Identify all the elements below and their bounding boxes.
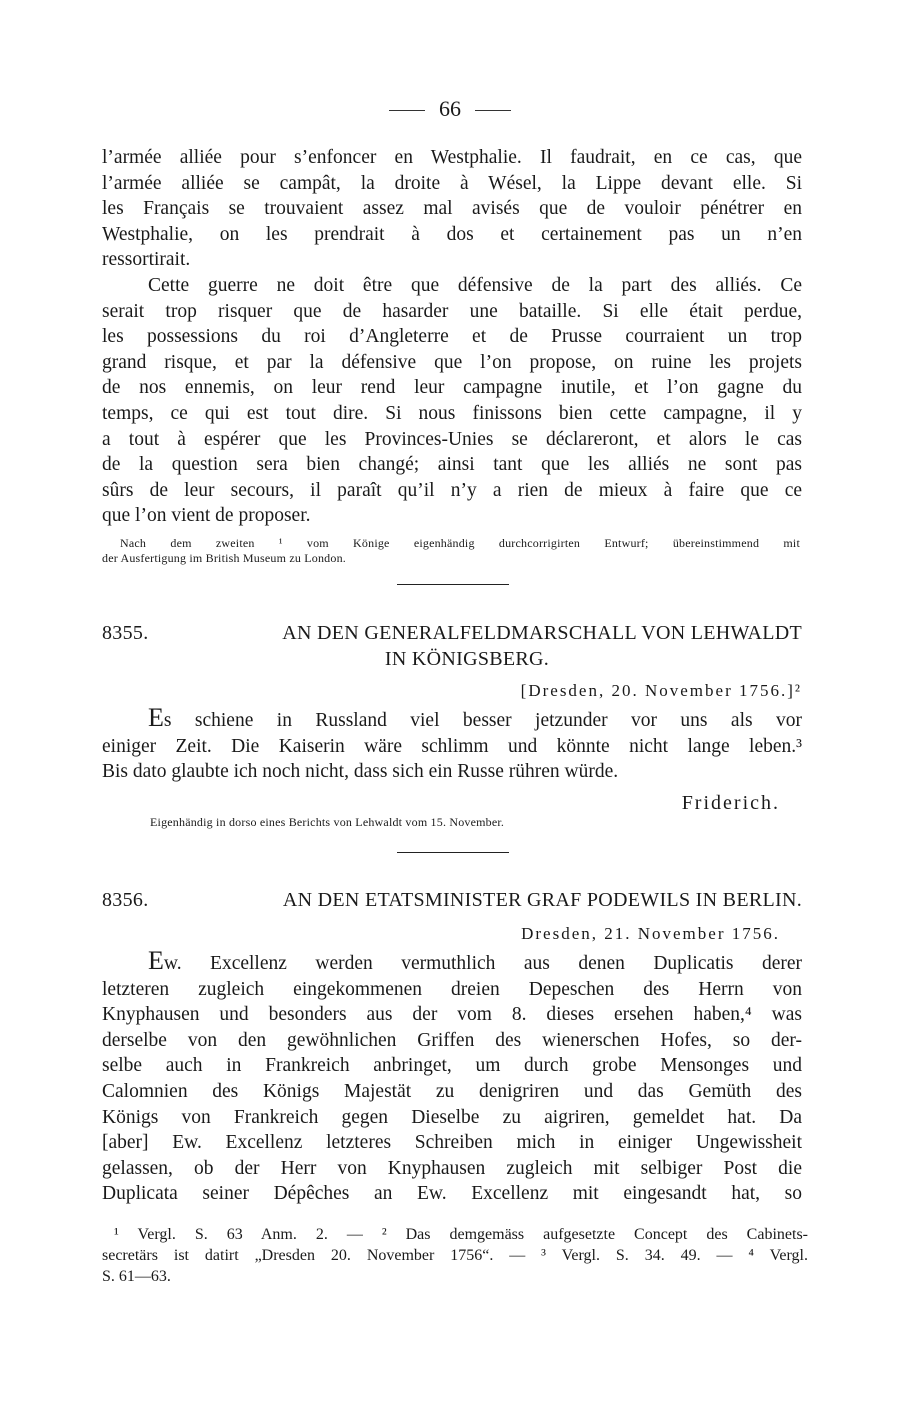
dateline-8356 [521,921,780,947]
text-line: gelassen, ob der Herr von Knyphausen zugleich mit selbiger Post die [102,1157,802,1179]
text-line: Ew. Excellenz werden vermuthlich aus denen Duplicatis derer [148,946,802,975]
first-line-rest: w. Excellenz werden vermuthlich aus denen Duplicatis derer [163,953,802,974]
text-line: Calomnien des Königs Majestät zu denigriren und das Gemüth des [102,1080,802,1102]
source-note-8355: Eigenhändig in dorso eines Berichts von Lehwaldt vom 15. November. [150,815,505,829]
text-line: [aber] Ew. Excellenz letzteres Schreiben mich in einiger Ungewissheit [102,1132,802,1154]
text-line: les possessions du roi d’Angleterre et de Prusse courraient un trop [102,326,802,348]
text-line: l’armée alliée se campât, la droite à Wésel, la Lippe devant elle. Si [102,172,802,194]
text-line: letzteren zugleich eingekommenen dreien Depeschen des Herrn von [102,978,802,1000]
section-divider [397,584,509,585]
footnote-line: secretärs ist datirt „Dresden 20. November 1756“. — ³ Vergl. S. 34. 49. — ⁴ Vergl. [102,1247,808,1264]
text-line: que l’on vient de proposer. [102,505,311,527]
text-line: les Français se trouvaient assez mal avisés que de vouloir pénétrer en [102,198,802,220]
addressee-place: IN KÖNIGSBERG. [384,648,550,670]
text-line: Königs von Frankreich gegen Dieselbe zu aigriren, gemeldet hat. Da [102,1106,802,1128]
section-heading-8355 [102,620,802,672]
text-line: de nos ennemis, on leur rend leur campagne inutile, et l’on gagne du [102,377,802,399]
heading-line [102,887,802,913]
text-line: einiger Zeit. Die Kaiserin wäre schlimm und könnte nicht lange leben.³ [102,735,802,757]
text-line: derselbe von den gewöhnlichen Griffen des wienerschen Hofes, so der- [102,1029,802,1051]
page-number-line [0,96,900,122]
source-note [102,536,800,566]
text-line: Knyphausen und besonders aus der vom 8. dieses ersehen haben,⁴ was [102,1004,802,1026]
section-heading-8356 [102,887,802,913]
text-line: selbe auch in Frankreich anbringet, um durch grobe Mensonges und [102,1055,802,1077]
letter-number: 8355. [102,622,149,644]
text-line: Westphalie, on les prendrait à dos et certainement pas un n’en [102,223,802,245]
dateline: Dresden, 21. November 1756. [521,924,780,943]
signature-8355 [682,790,780,816]
dateline: [Dresden, 20. November 1756.]² [520,681,802,700]
footnote-line: S. 61—63. [102,1268,171,1285]
footnotes [102,1224,808,1287]
text-line: temps, ce qui est tout dire. Si nous finissons bien cette campagne, il y [102,402,802,424]
text-line: sûrs de leur secours, il paraît qu’il n’y a rien de mieux à faire que ce [102,479,802,501]
page-number-dash-right [475,110,511,111]
paragraph-defensive-war [102,273,802,529]
page-number: 66 [439,96,461,121]
source-note-line: Nach dem zweiten ¹ vom Könige eigenhändig durchcorrigirten Entwurf; übereinstimmend mit [120,536,800,550]
dateline-8355 [521,678,802,704]
addressee: AN DEN ETATSMINISTER GRAF PODEWILS IN BERLIN. [282,889,802,911]
section-divider [397,852,509,853]
text-line: Es schiene in Russland viel besser jetzunder vor uns als vor [148,703,802,732]
source-note-line: der Ausfertigung im British Museum zu London. [102,551,346,565]
text-line: a tout à espérer que les Provinces-Unies se déclareront, et alors le cas [102,428,802,450]
heading-line [102,620,802,646]
text-line: Bis dato glaubte ich noch nicht, dass sich ein Russe rühren würde. [102,761,619,783]
letter-body-8356 [102,948,802,1207]
text-line: serait trop risquer que de hasarder une bataille. Si elle était perdue, [102,300,802,322]
text-line: l’armée alliée pour s’enfoncer en Westphalie. Il faudrait, en ce cas, que [102,147,802,168]
letter-number: 8356. [102,889,149,911]
footnote-line: ¹ Vergl. S. 63 Anm. 2. — ² Das demgemäss aufgesetzte Concept des Cabinets- [114,1226,808,1243]
addressee: AN DEN GENERALFELDMARSCHALL VON LEHWALDT [282,622,802,644]
text-line: Duplicata seiner Dépêches an Ew. Excellenz mit eingesandt hat, so [102,1183,802,1205]
text-line: grand risque, et par la défensive que l’on propose, on ruine les projets [102,351,802,373]
paragraph-continuation [102,145,802,273]
letter-body-8355 [102,705,802,785]
page-number-dash-left [389,110,425,111]
text-line: Cette guerre ne doit être que défensive de la part des alliés. Ce [148,275,802,296]
signature: Friderich. [681,792,780,814]
text-line: ressortirait. [102,249,191,271]
first-line-rest: s schiene in Russland viel besser jetzunder vor uns als vor [163,710,802,731]
text-line: de la question sera bien changé; ainsi tant que les alliés ne sont pas [102,454,802,476]
